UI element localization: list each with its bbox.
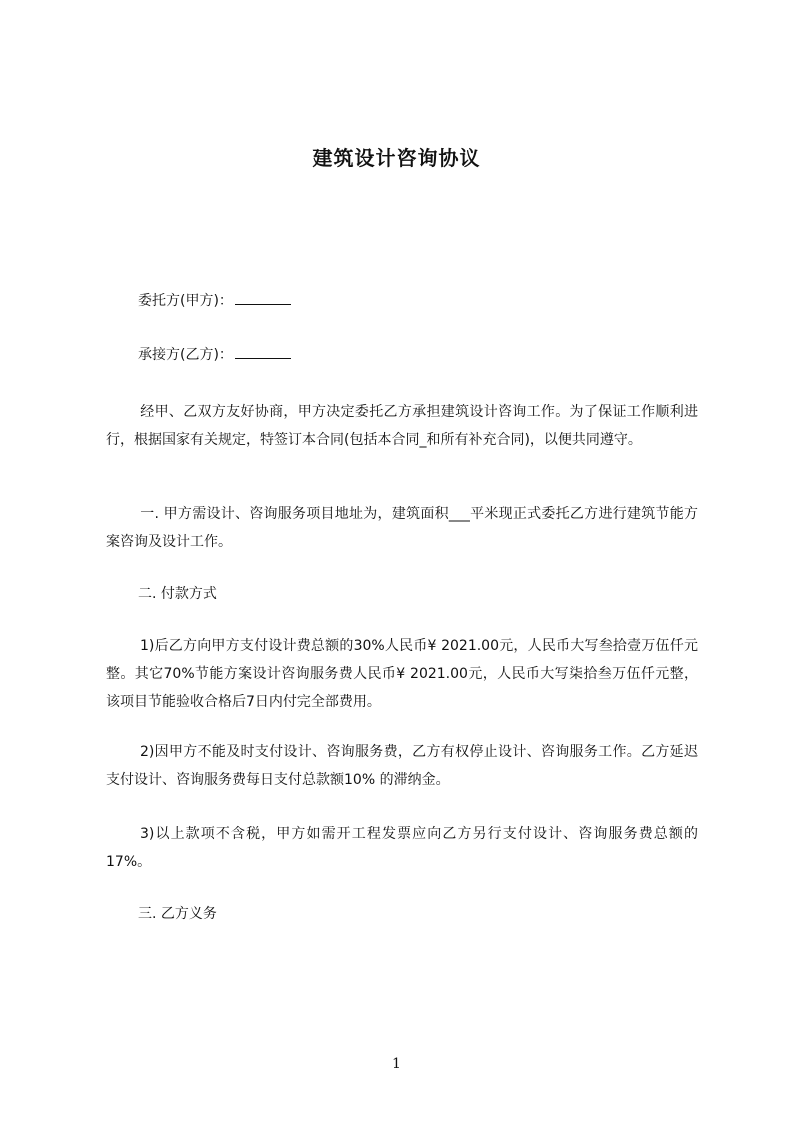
party-b-blank [235, 344, 291, 359]
clause1-paragraph [106, 632, 698, 716]
party-a-blank [235, 290, 291, 305]
party-b-label: 承接方(乙方)： [138, 347, 233, 363]
intro-text: 经甲、乙双方友好协商，甲方决定委托乙方承担建筑设计咨询工作。为了保证工作顺利进行，根据国家有关规定，特签订本合同(包括本合同_和所有补充合同)，以便共同遵守。 [106, 404, 698, 448]
party-a-line [138, 290, 291, 311]
page-number: 1 [392, 1056, 401, 1072]
party-b-line [138, 344, 291, 365]
section3-heading: 三. 乙方义务 [138, 906, 217, 922]
clause2-text: 2)因甲方不能及时支付设计、咨询服务费，乙方有权停止设计、咨询服务工作。乙方延迟支付设计、咨询服务费每日支付总款额10% 的滞纳金。 [106, 744, 698, 788]
intro-paragraph [106, 398, 698, 454]
clause1-text: 1)后乙方向甲方支付设计费总额的30%人民币¥ 2021.00元，人民币大写叁拾壹万伍仟元整。其它70%节能方案设计咨询服务费人民币¥ 2021.00元，人民币大写柒拾叁万伍仟元整，该项目节能验收合格后7日内付完全部费用。 [106, 638, 698, 710]
section2-heading: 二. 付款方式 [138, 586, 217, 602]
clause2-paragraph [106, 738, 698, 794]
document-title: 建筑设计咨询协议 [312, 146, 481, 170]
clause3-text: 3)以上款项不含税，甲方如需开工程发票应向乙方另行支付设计、咨询服务费总额的17%。 [106, 826, 698, 870]
party-a-label: 委托方(甲方)： [138, 293, 233, 309]
section1-paragraph [106, 500, 698, 556]
section1-text: 一. 甲方需设计、咨询服务项目地址为，建筑面积___平米现正式委托乙方进行建筑节能方案咨询及设计工作。 [106, 506, 698, 550]
clause3-paragraph [106, 820, 698, 876]
